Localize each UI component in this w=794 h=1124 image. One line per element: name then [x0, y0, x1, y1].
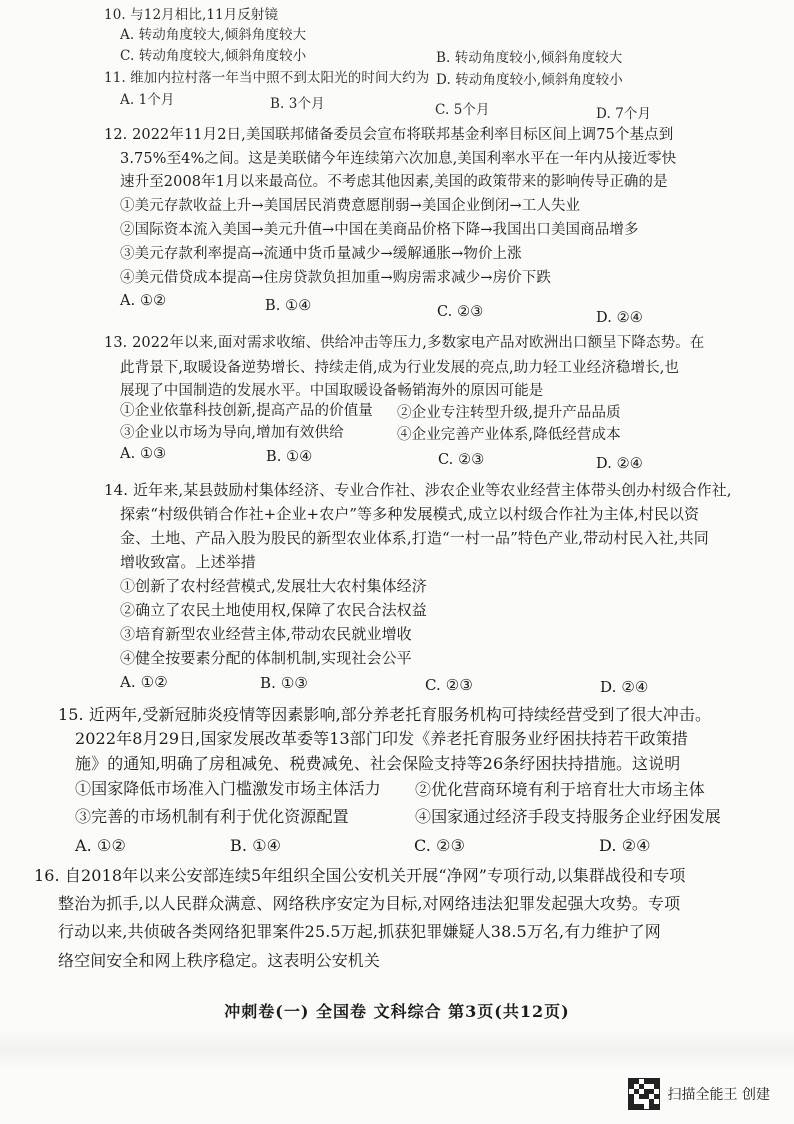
text-line: 金、土地、产品入股为股民的新型农业体系,打造“一村一品”特色产业,带动村民入社,共同 — [120, 529, 709, 547]
text-line: D. 7个月 — [596, 106, 652, 122]
text-line: A. 1个月 — [120, 92, 175, 108]
text-line: ②优化营商环境有利于培育壮大市场主体 — [415, 780, 705, 799]
watermark-text: 扫描全能王 创建 — [667, 1087, 770, 1103]
text-line: ③美元存款利率提高→流通中货币量减少→缓解通胀→物价上涨 — [120, 246, 522, 262]
text-line: 行动以来,共侦破各类网络犯罪案件25.5万起,抓获犯罪嫌疑人38.5万名,有力维护了网 — [58, 922, 661, 941]
text-line: 此背景下,取暖设备逆势增长、持续走俏,成为行业发展的亮点,助力轻工业经济稳增长,也 — [120, 360, 680, 376]
text-line: 2022年8月29日,国家发展改革委等13部门印发《养老托育服务业纾困扶持若干政策措 — [75, 729, 688, 748]
text-line: D. ②④ — [596, 456, 643, 472]
text-line: 3.75%至4%之间。这是美联储今年连续第六次加息,美国利率水平在一年内从接近零快 — [120, 151, 677, 167]
text-line: 13. 2022年以来,面对需求收缩、供给冲击等压力,多数家电产品对欧洲出口额呈下降态势。在 — [104, 335, 705, 351]
text-line: B. ①④ — [265, 298, 312, 314]
text-line: ④美元借贷成本提高→住房贷款负担加重→购房需求减少→房价下跌 — [120, 270, 551, 286]
text-line: 络空间安全和网上秩序稳定。这表明公安机关 — [58, 951, 381, 970]
text-line: B. 3个月 — [270, 96, 325, 112]
text-line: 整治为抓手,以人民群众满意、网络秩序安定为目标,对网络违法犯罪发起强大攻势。专项 — [58, 894, 681, 913]
text-line: ④健全按要素分配的体制机制,实现社会公平 — [120, 649, 412, 667]
text-line: B. 转动角度较小,倾斜角度较大 — [436, 50, 623, 66]
text-line: ①企业依靠科技创新,提高产品的价值量 — [120, 403, 373, 419]
text-line: C. ②③ — [438, 452, 485, 468]
text-line: A. ①② — [120, 293, 167, 309]
text-line: ③完善的市场机制有利于优化资源配置 — [75, 807, 349, 826]
text-line: A. ①② — [75, 836, 126, 855]
text-line: A. 转动角度较大,倾斜角度较大 — [120, 27, 307, 43]
page-footer: 冲刺卷(一) 全国卷 文科综合 第3页(共12页) — [224, 1002, 570, 1021]
text-line: 14. 近年来,某县鼓励村集体经济、专业合作社、涉农企业等农业经营主体带头创办村级合作社, — [104, 481, 732, 499]
text-line: D. ②④ — [599, 836, 651, 855]
text-line: 探索“村级供销合作社+企业+农户”等多种发展模式,成立以村级合作社为主体,村民以资 — [120, 505, 700, 523]
text-line: 15. 近两年,受新冠肺炎疫情等因素影响,部分养老托育服务机构可持续经营受到了很大冲击。 — [58, 705, 712, 724]
text-line: ④国家通过经济手段支持服务企业纾困发展 — [415, 807, 721, 826]
text-line: ③培育新型农业经营主体,带动农民就业增收 — [120, 625, 412, 643]
text-line: C. 5个月 — [435, 102, 490, 118]
text-line: B. ①④ — [266, 449, 313, 465]
text-line: ①美元存款收益上升→美国居民消费意愿削弱→美国企业倒闭→工人失业 — [120, 198, 581, 214]
text-line: C. ②③ — [414, 836, 466, 855]
scan-shadow — [0, 1030, 794, 1070]
text-line: 增收致富。上述举措 — [120, 553, 256, 571]
text-line: A. ①③ — [120, 446, 167, 462]
text-line: C. ②③ — [425, 676, 473, 694]
text-line: 速升至2008年1月以来最高位。不考虑其他因素,美国的政策带来的影响传导正确的是 — [120, 174, 668, 190]
text-line: ①国家降低市场准入门槛激发市场主体活力 — [75, 779, 381, 798]
text-line: 10. 与12月相比,11月反射镜 — [104, 7, 279, 23]
text-line: 12. 2022年11月2日,美国联邦储备委员会宣布将联邦基金利率目标区间上调75个基点到 — [104, 127, 674, 143]
text-line: 展现了中国制造的发展水平。中国取暖设备畅销海外的原因可能是 — [120, 383, 544, 399]
text-line: ②企业专注转型升级,提升产品品质 — [397, 405, 621, 421]
text-line: B. ①④ — [230, 836, 282, 855]
text-line: D. 转动角度较小,倾斜角度较小 — [436, 72, 623, 88]
text-line: 11. 维加内拉村落一年当中照不到太阳光的时间大约为 — [104, 70, 430, 86]
text-line: ①创新了农村经营模式,发展壮大农村集体经济 — [120, 577, 427, 595]
text-line: A. ①② — [120, 673, 168, 691]
text-line: ②确立了农民土地使用权,保障了农民合法权益 — [120, 601, 427, 619]
text-line: D. ②④ — [596, 310, 643, 326]
qr-code-icon — [628, 1078, 660, 1110]
text-line: B. ①③ — [260, 674, 308, 692]
text-line: D. ②④ — [600, 678, 649, 696]
text-line: 施》的通知,明确了房租减免、税费减免、社会保险支持等26条纾困扶持措施。这说明 — [75, 754, 681, 773]
text-line: ④企业完善产业体系,降低经营成本 — [397, 427, 621, 443]
scanner-watermark — [628, 1079, 770, 1109]
text-line: 16. 自2018年以来公安部连续5年组织全国公安机关开展“净网”专项行动,以集群战役和专项 — [34, 866, 686, 885]
text-line: ③企业以市场为导向,增加有效供给 — [120, 425, 344, 441]
text-line: ②国际资本流入美国→美元升值→中国在美商品价格下降→我国出口美国商品增多 — [120, 222, 639, 238]
text-line: C. 转动角度较大,倾斜角度较小 — [120, 48, 307, 64]
text-line: C. ②③ — [437, 304, 484, 320]
